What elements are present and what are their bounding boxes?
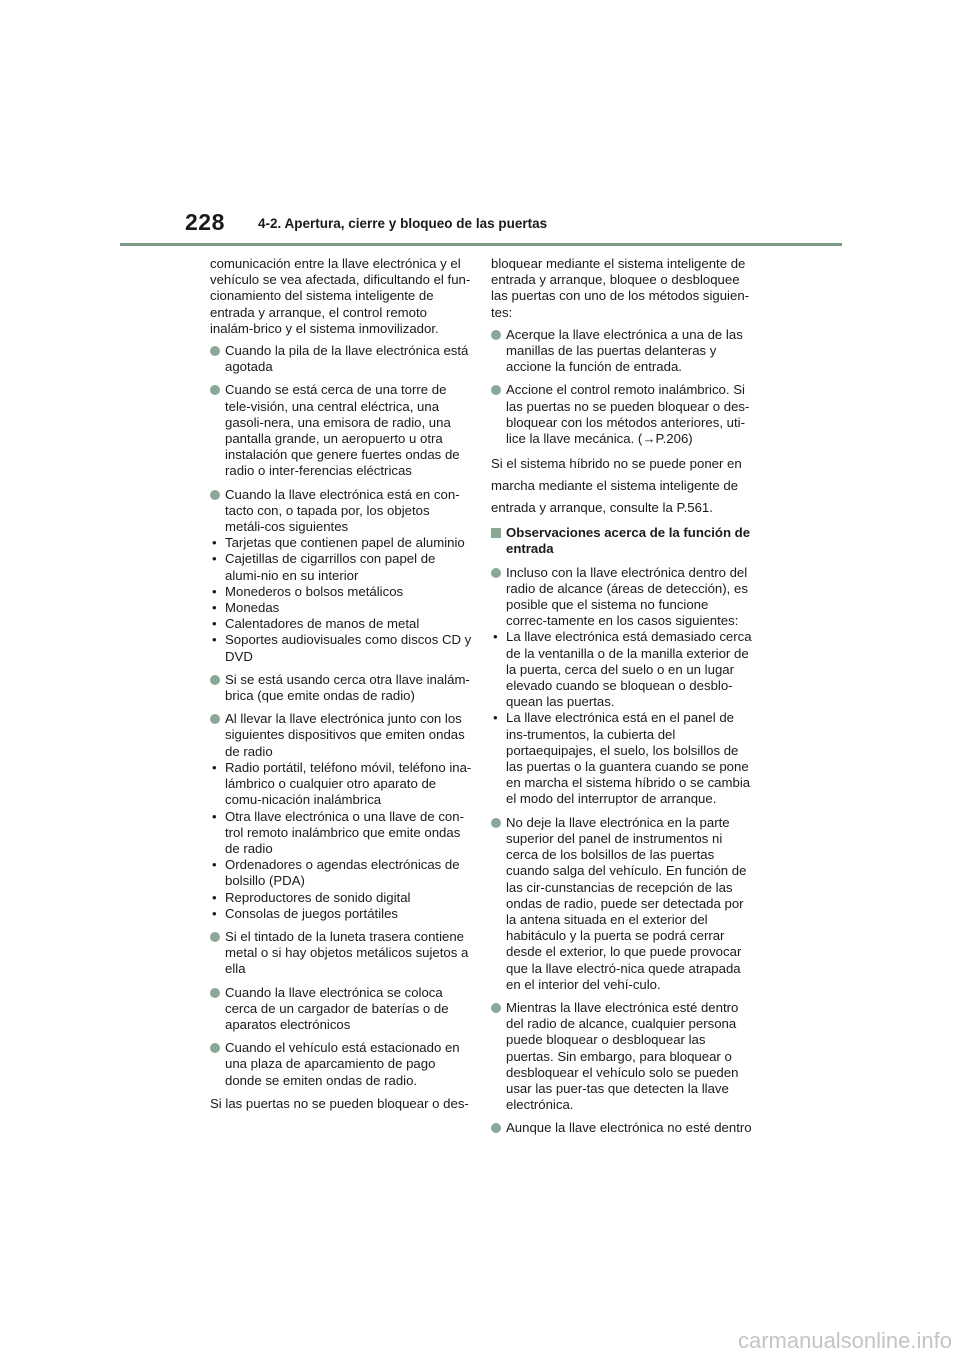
bullet-text: Cuando se está cerca de una torre de tele-visión, una central eléctrica, una gasoli-nera, una emisora de radio, una pantalla grande, un aeropuerto u otra instalación que genere fuertes ondas de radio o inter-ferencias eléctricas bbox=[225, 382, 460, 479]
circle-bullet-icon bbox=[491, 385, 501, 395]
circle-bullet-icon bbox=[210, 714, 220, 724]
bullet-line bbox=[491, 382, 753, 447]
left-column bbox=[210, 256, 472, 1118]
bullet-item bbox=[491, 327, 753, 376]
small-dot-icon: • bbox=[212, 632, 217, 648]
right-bullet-list-a bbox=[491, 327, 753, 447]
bullet-item bbox=[210, 1040, 472, 1089]
circle-bullet-icon bbox=[210, 1043, 220, 1053]
sub-list-item bbox=[210, 551, 472, 583]
section-heading-text: Observaciones acerca de la función de entrada bbox=[506, 525, 751, 557]
watermark-text: carmanualsonline.info bbox=[737, 1328, 952, 1353]
circle-bullet-icon bbox=[491, 568, 501, 578]
bullet-item bbox=[210, 929, 472, 978]
sub-item-text: Monedas bbox=[225, 600, 280, 616]
bullet-text: Si se está usando cerca otra llave inalám-brica (que emite ondas de radio) bbox=[225, 671, 470, 704]
bullet-item bbox=[491, 565, 753, 808]
bullet-line bbox=[491, 565, 753, 630]
sub-item-text: Radio portátil, teléfono móvil, teléfono ina-lámbrico o cualquier otro aparato de comu-nicación inalámbrica bbox=[225, 759, 472, 808]
bullet-line bbox=[210, 985, 472, 1034]
circle-bullet-icon bbox=[210, 675, 220, 685]
section-heading bbox=[491, 525, 753, 557]
hybrid-note bbox=[491, 454, 753, 517]
sub-item-text: La llave electrónica está en el panel de ins-trumentos, la cubierta del portaequipajes, el suelo, los bolsillos de las puertas o la guantera cuando se pone en marcha el sistema híbrido o se cambia el modo del interruptor de arranque. bbox=[506, 710, 751, 807]
sub-item-text: Cajetillas de cigarrillos con papel de alumi-nio en su interior bbox=[225, 551, 436, 583]
bullet-item bbox=[210, 672, 472, 704]
bullet-line bbox=[210, 711, 472, 760]
bullet-item bbox=[491, 815, 753, 993]
circle-bullet-icon bbox=[210, 988, 220, 998]
sub-item-text: Soportes audiovisuales como discos CD y DVD bbox=[225, 632, 472, 664]
bullet-text: Si el tintado de la luneta trasera contiene metal o si hay objetos metálicos sujetos a ella bbox=[225, 928, 469, 977]
circle-bullet-icon bbox=[491, 1003, 501, 1013]
small-dot-icon: • bbox=[212, 535, 217, 551]
sub-list-item bbox=[210, 890, 472, 906]
bullet-text: Cuando el vehículo está estacionado en una plaza de aparcamiento de pago donde se emiten ondas de radio. bbox=[225, 1040, 460, 1088]
bullet-item bbox=[210, 343, 472, 375]
small-dot-icon: • bbox=[212, 905, 217, 921]
sub-item-text: La llave electrónica está demasiado cerca de la ventanilla o de la manilla exterior de la puerta, cerca del suelo o en un lugar elevado cuando se bloquean o desblo-quean las puertas. bbox=[506, 629, 752, 710]
bullet-text: Cuando la llave electrónica está en con-tacto con, o tapada por, los objetos metáli-cos siguientes bbox=[225, 486, 460, 535]
sub-item-text: Consolas de juegos portátiles bbox=[225, 905, 399, 921]
bullet-text: Acerque la llave electrónica a una de las manillas de las puertas delanteras y accione la función de entrada. bbox=[506, 326, 743, 375]
sub-list-item bbox=[210, 857, 472, 889]
sub-list-item bbox=[491, 710, 753, 807]
left-outro-paragraph: Si las puertas no se pueden bloquear o des- bbox=[210, 1095, 469, 1111]
circle-bullet-icon bbox=[491, 330, 501, 340]
bullet-text: Accione el control remoto inalámbrico. Si las puertas no se pueden bloquear o des-bloquear con los métodos anteriores, uti-lice la llave mecánica. (→P.206) bbox=[506, 382, 750, 447]
bullet-line bbox=[210, 487, 472, 536]
bullet-text: Incluso con la llave electrónica dentro del radio de alcance (áreas de detección), es posible que el sistema no funcione correc-tamente en los casos siguientes: bbox=[506, 564, 748, 629]
bullet-item bbox=[491, 1120, 753, 1136]
bullet-item bbox=[491, 382, 753, 447]
bullet-text: No deje la llave electrónica en la parte superior del panel de instrumentos ni cerca de los bolsillos de las puertas cuando salga del vehículo. En función de las cir-cunstancias de recepción de las ondas de radio, puede ser detectada por la antena situada en el exterior del habitáculo y la puerta se podrá cerrar desde el exterior, lo que puede provocar que la llave electró-nica quede atrapada en el interior del vehí-culo. bbox=[506, 814, 747, 992]
right-intro-paragraph: bloquear mediante el sistema inteligente de entrada y arranque, bloquee o desbloquee las puertas con uno de los métodos siguien-tes: bbox=[491, 256, 750, 320]
bullet-line bbox=[210, 929, 472, 978]
small-dot-icon: • bbox=[212, 759, 217, 775]
bullet-line bbox=[491, 1000, 753, 1113]
section-title: 4-2. Apertura, cierre y bloqueo de las puertas bbox=[258, 216, 548, 231]
bullet-item bbox=[491, 1000, 753, 1113]
square-bullet-icon bbox=[491, 528, 501, 538]
small-dot-icon: • bbox=[493, 629, 498, 645]
hybrid-line: Si el sistema híbrido no se puede poner en bbox=[491, 456, 742, 472]
sub-list-item bbox=[210, 535, 472, 551]
page-header bbox=[0, 0, 960, 250]
circle-bullet-icon bbox=[210, 346, 220, 356]
circle-bullet-icon bbox=[491, 1123, 501, 1133]
page-number: 228 bbox=[185, 209, 225, 235]
sub-item-text: Tarjetas que contienen papel de aluminio bbox=[225, 535, 465, 551]
bullet-line bbox=[210, 672, 472, 704]
circle-bullet-icon bbox=[491, 818, 501, 828]
bullet-item bbox=[210, 487, 472, 665]
sub-list-item bbox=[491, 629, 753, 710]
small-dot-icon: • bbox=[212, 600, 217, 616]
bullet-item bbox=[210, 985, 472, 1034]
sub-list-item bbox=[210, 632, 472, 664]
small-dot-icon: • bbox=[212, 889, 217, 905]
sub-item-text: Monederos o bolsos metálicos bbox=[225, 583, 404, 599]
bullet-text: Cuando la pila de la llave electrónica está agotada bbox=[225, 343, 469, 375]
bullet-line bbox=[491, 327, 753, 376]
bullet-line bbox=[210, 1040, 472, 1089]
bullet-line bbox=[210, 343, 472, 375]
header-rule bbox=[120, 243, 842, 246]
small-dot-icon: • bbox=[212, 583, 217, 599]
small-dot-icon: • bbox=[493, 710, 498, 726]
small-dot-icon: • bbox=[212, 857, 217, 873]
right-bullet-list-b bbox=[491, 565, 753, 1137]
hybrid-line: marcha mediante el sistema inteligente de bbox=[491, 478, 739, 494]
left-intro-paragraph: comunicación entre la llave electrónica y el vehículo se vea afectada, dificultando el fun-cionamiento del sistema inteligente de entrada y arranque, el control remoto inalám-brico y el sistema inmovilizador. bbox=[210, 256, 471, 336]
sub-list-item bbox=[210, 809, 472, 858]
bullet-line bbox=[491, 815, 753, 993]
small-dot-icon: • bbox=[212, 616, 217, 632]
right-column bbox=[491, 256, 753, 1144]
sub-list-item bbox=[210, 584, 472, 600]
sub-item-text: Reproductores de sonido digital bbox=[225, 889, 411, 905]
sub-list bbox=[210, 760, 472, 922]
left-bullet-list bbox=[210, 343, 472, 1089]
bullet-text: Cuando la llave electrónica se coloca cerca de un cargador de baterías o de aparatos electrónicos bbox=[225, 984, 449, 1032]
sub-list-item bbox=[210, 616, 472, 632]
bullet-text: Al llevar la llave electrónica junto con los siguientes dispositivos que emiten ondas de radio bbox=[225, 711, 465, 759]
circle-bullet-icon bbox=[210, 385, 220, 395]
sub-list-item bbox=[210, 760, 472, 809]
bullet-line bbox=[491, 1120, 753, 1136]
small-dot-icon: • bbox=[212, 808, 217, 824]
bullet-item bbox=[210, 382, 472, 479]
bullet-item bbox=[210, 711, 472, 922]
small-dot-icon: • bbox=[212, 551, 217, 567]
hybrid-line: entrada y arranque, consulte la P.561. bbox=[491, 500, 713, 516]
sub-list bbox=[491, 629, 753, 807]
sub-item-text: Ordenadores o agendas electrónicas de bolsillo (PDA) bbox=[225, 857, 460, 889]
sub-item-text: Calentadores de manos de metal bbox=[225, 616, 420, 632]
sub-list-item bbox=[210, 600, 472, 616]
circle-bullet-icon bbox=[210, 490, 220, 500]
sub-item-text: Otra llave electrónica o una llave de con-trol remoto inalámbrico que emite ondas de radio bbox=[225, 808, 464, 856]
bullet-line bbox=[210, 382, 472, 479]
bullet-text: Mientras la llave electrónica esté dentro del radio de alcance, cualquier persona puede bloquear o desbloquear las puertas. Sin embargo, para bloquear o desbloquear el vehículo solo se pueden usar las puer-tas que detecten la llave electrónica. bbox=[506, 999, 739, 1113]
sub-list bbox=[210, 535, 472, 665]
sub-list-item bbox=[210, 906, 472, 922]
circle-bullet-icon bbox=[210, 932, 220, 942]
bullet-text: Aunque la llave electrónica no esté dentro bbox=[506, 1120, 752, 1136]
